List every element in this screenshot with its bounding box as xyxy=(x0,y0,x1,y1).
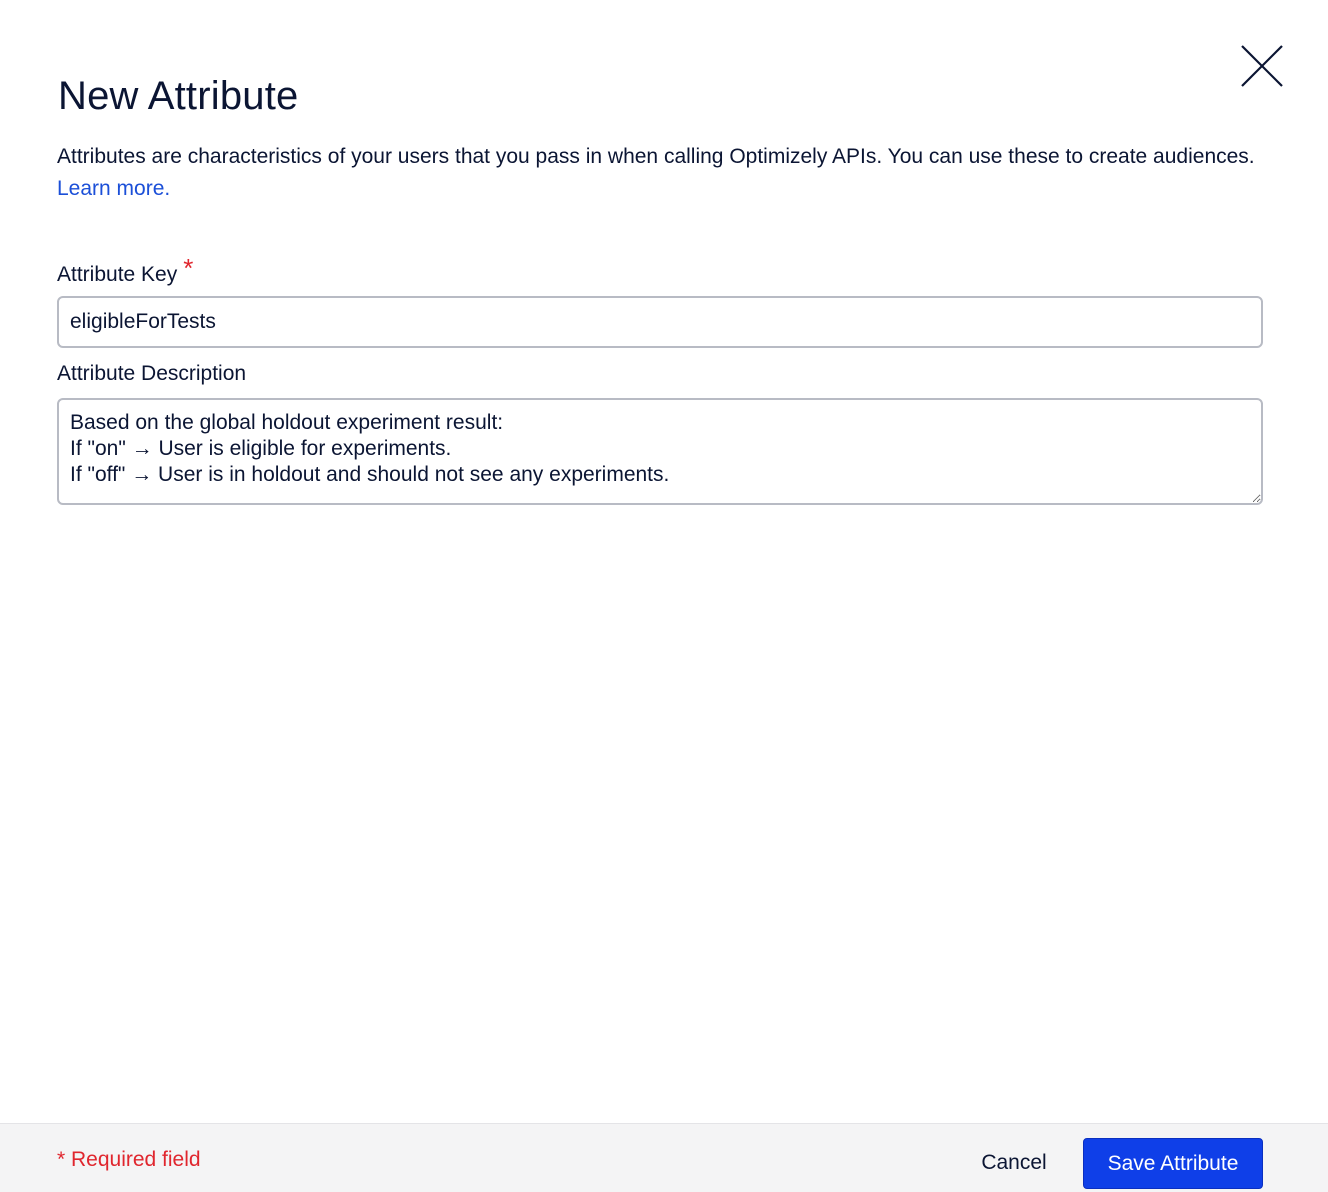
attribute-key-input[interactable] xyxy=(57,296,1263,348)
required-asterisk: * xyxy=(183,253,194,283)
attribute-key-label xyxy=(57,253,194,289)
intro-paragraph xyxy=(57,141,1257,205)
dialog-footer xyxy=(0,1123,1328,1192)
save-attribute-button[interactable]: Save Attribute xyxy=(1083,1138,1263,1189)
attribute-description-label: Attribute Description xyxy=(57,362,247,385)
cancel-button[interactable]: Cancel xyxy=(966,1138,1062,1188)
close-icon[interactable] xyxy=(1236,40,1288,92)
attribute-description-textarea[interactable] xyxy=(57,398,1263,505)
dialog-title: New Attribute xyxy=(58,74,299,118)
attribute-key-label-text: Attribute Key xyxy=(57,263,178,286)
intro-text: Attributes are characteristics of your users that you pass in when calling Optimizely APIs. You can use these to create audiences. xyxy=(57,145,1255,168)
learn-more-link[interactable]: Learn more. xyxy=(57,177,171,200)
required-field-note: * Required field xyxy=(57,1148,201,1171)
